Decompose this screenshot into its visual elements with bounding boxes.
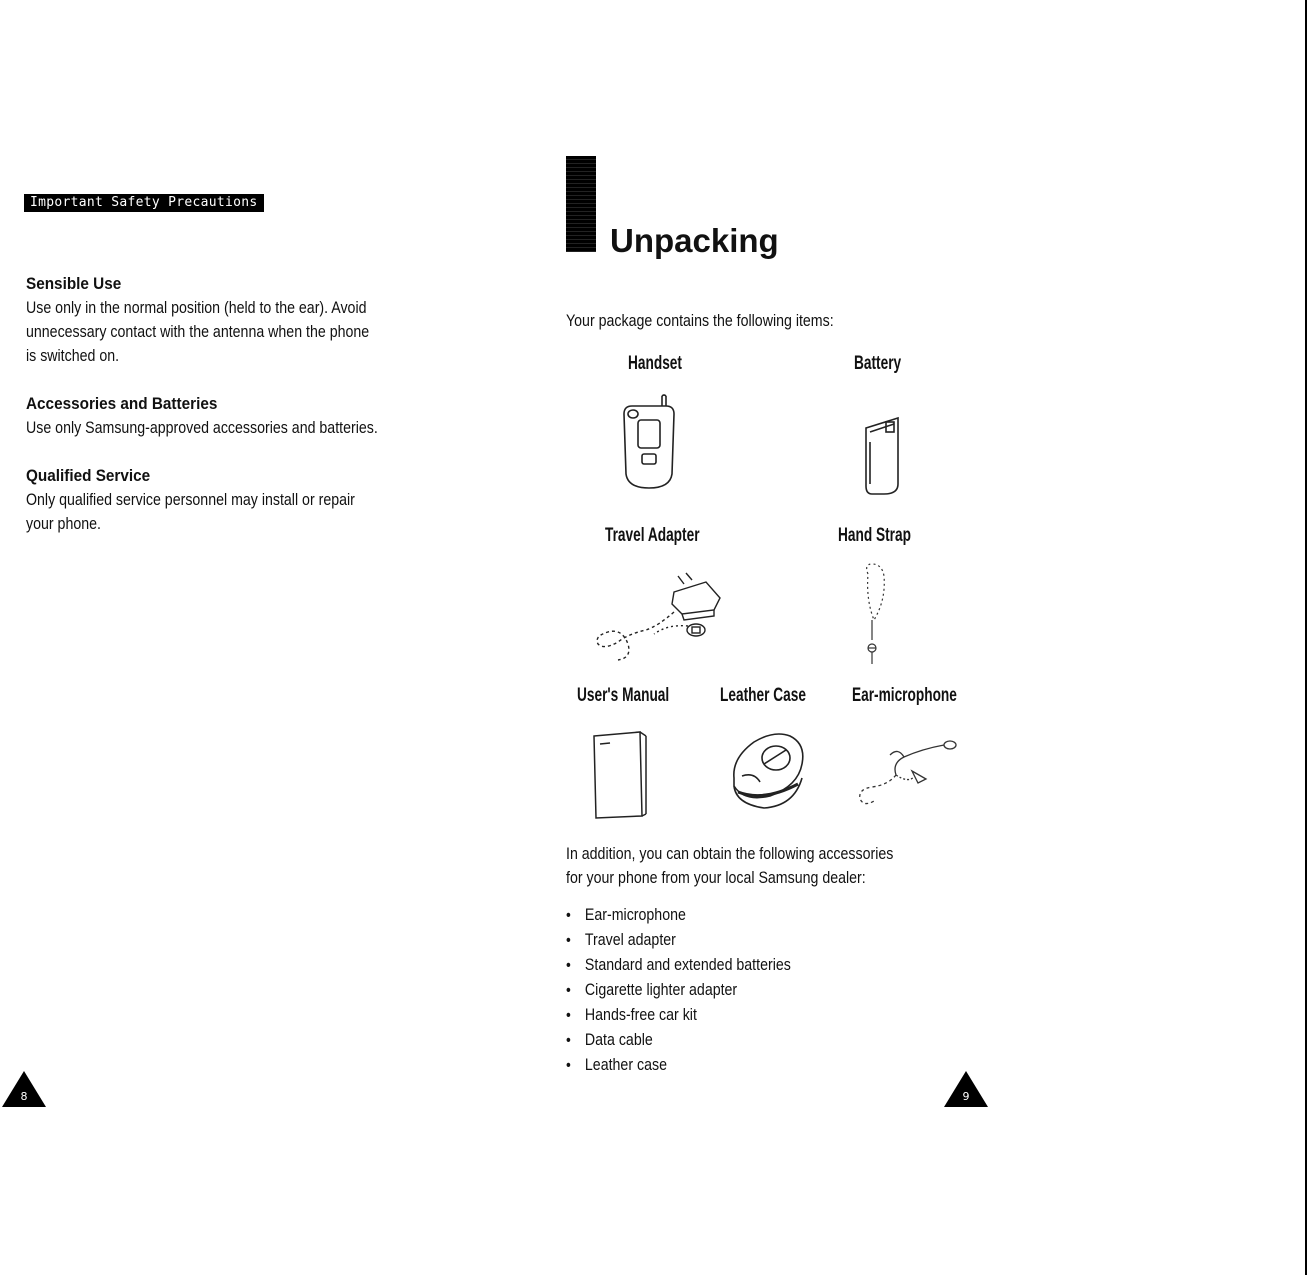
section-title: Sensible Use <box>26 274 122 293</box>
page-edge-rule <box>1305 0 1307 1275</box>
item-label-handset: Handset <box>628 353 682 374</box>
page-number: 8 <box>20 1090 28 1103</box>
manual-icon <box>590 730 650 822</box>
list-item: • Ear-microphone <box>566 903 791 928</box>
section-line: your phone. <box>26 515 101 533</box>
leather-case-icon <box>724 728 810 814</box>
section-qualified-service <box>26 466 436 536</box>
hand-strap-icon <box>858 560 892 670</box>
chapter-bar <box>566 156 596 252</box>
item-label-leather-case: Leather Case <box>720 685 806 706</box>
accessories-list <box>566 903 827 1078</box>
intro-text: Your package contains the following items: <box>566 312 834 330</box>
section-sensible-use <box>26 274 436 368</box>
list-item: • Cigarette lighter adapter <box>566 978 791 1003</box>
triangle-marker-icon <box>942 1069 990 1109</box>
list-item: • Data cable <box>566 1028 791 1053</box>
section-line: Use only Samsung-approved accessories and batteries. <box>26 419 378 437</box>
list-item: • Hands-free car kit <box>566 1003 791 1028</box>
section-line: Only qualified service personnel may install or repair <box>26 491 355 509</box>
additional-text-line-2: for your phone from your local Samsung dealer: <box>566 869 866 887</box>
list-item: • Leather case <box>566 1053 791 1078</box>
item-label-hand-strap: Hand Strap <box>838 525 911 546</box>
list-item: • Travel adapter <box>566 928 791 953</box>
section-line: Use only in the normal position (held to the ear). Avoid <box>26 299 367 317</box>
item-label-users-manual: User's Manual <box>577 685 670 706</box>
ear-microphone-icon <box>852 735 960 811</box>
page-number-left <box>0 1069 48 1109</box>
section-line: unnecessary contact with the antenna when the phone <box>26 323 370 341</box>
page-number: 9 <box>962 1090 970 1103</box>
page-number-right <box>942 1069 990 1109</box>
item-label-battery: Battery <box>854 353 902 374</box>
chapter-title: Unpacking <box>610 222 779 259</box>
triangle-marker-icon <box>0 1069 48 1109</box>
section-title: Qualified Service <box>26 466 151 485</box>
item-label-travel-adapter: Travel Adapter <box>605 525 700 546</box>
section-title: Accessories and Batteries <box>26 394 218 413</box>
section-accessories-batteries <box>26 394 436 440</box>
item-label-ear-microphone: Ear-microphone <box>852 685 957 706</box>
section-line: is switched on. <box>26 347 120 365</box>
travel-adapter-icon <box>588 572 728 668</box>
list-item: • Standard and extended batteries <box>566 953 791 978</box>
running-header: Important Safety Precautions <box>24 194 264 212</box>
battery-icon <box>860 414 904 498</box>
handset-icon <box>616 394 682 494</box>
additional-text-line-1: In addition, you can obtain the following accessories <box>566 845 894 863</box>
